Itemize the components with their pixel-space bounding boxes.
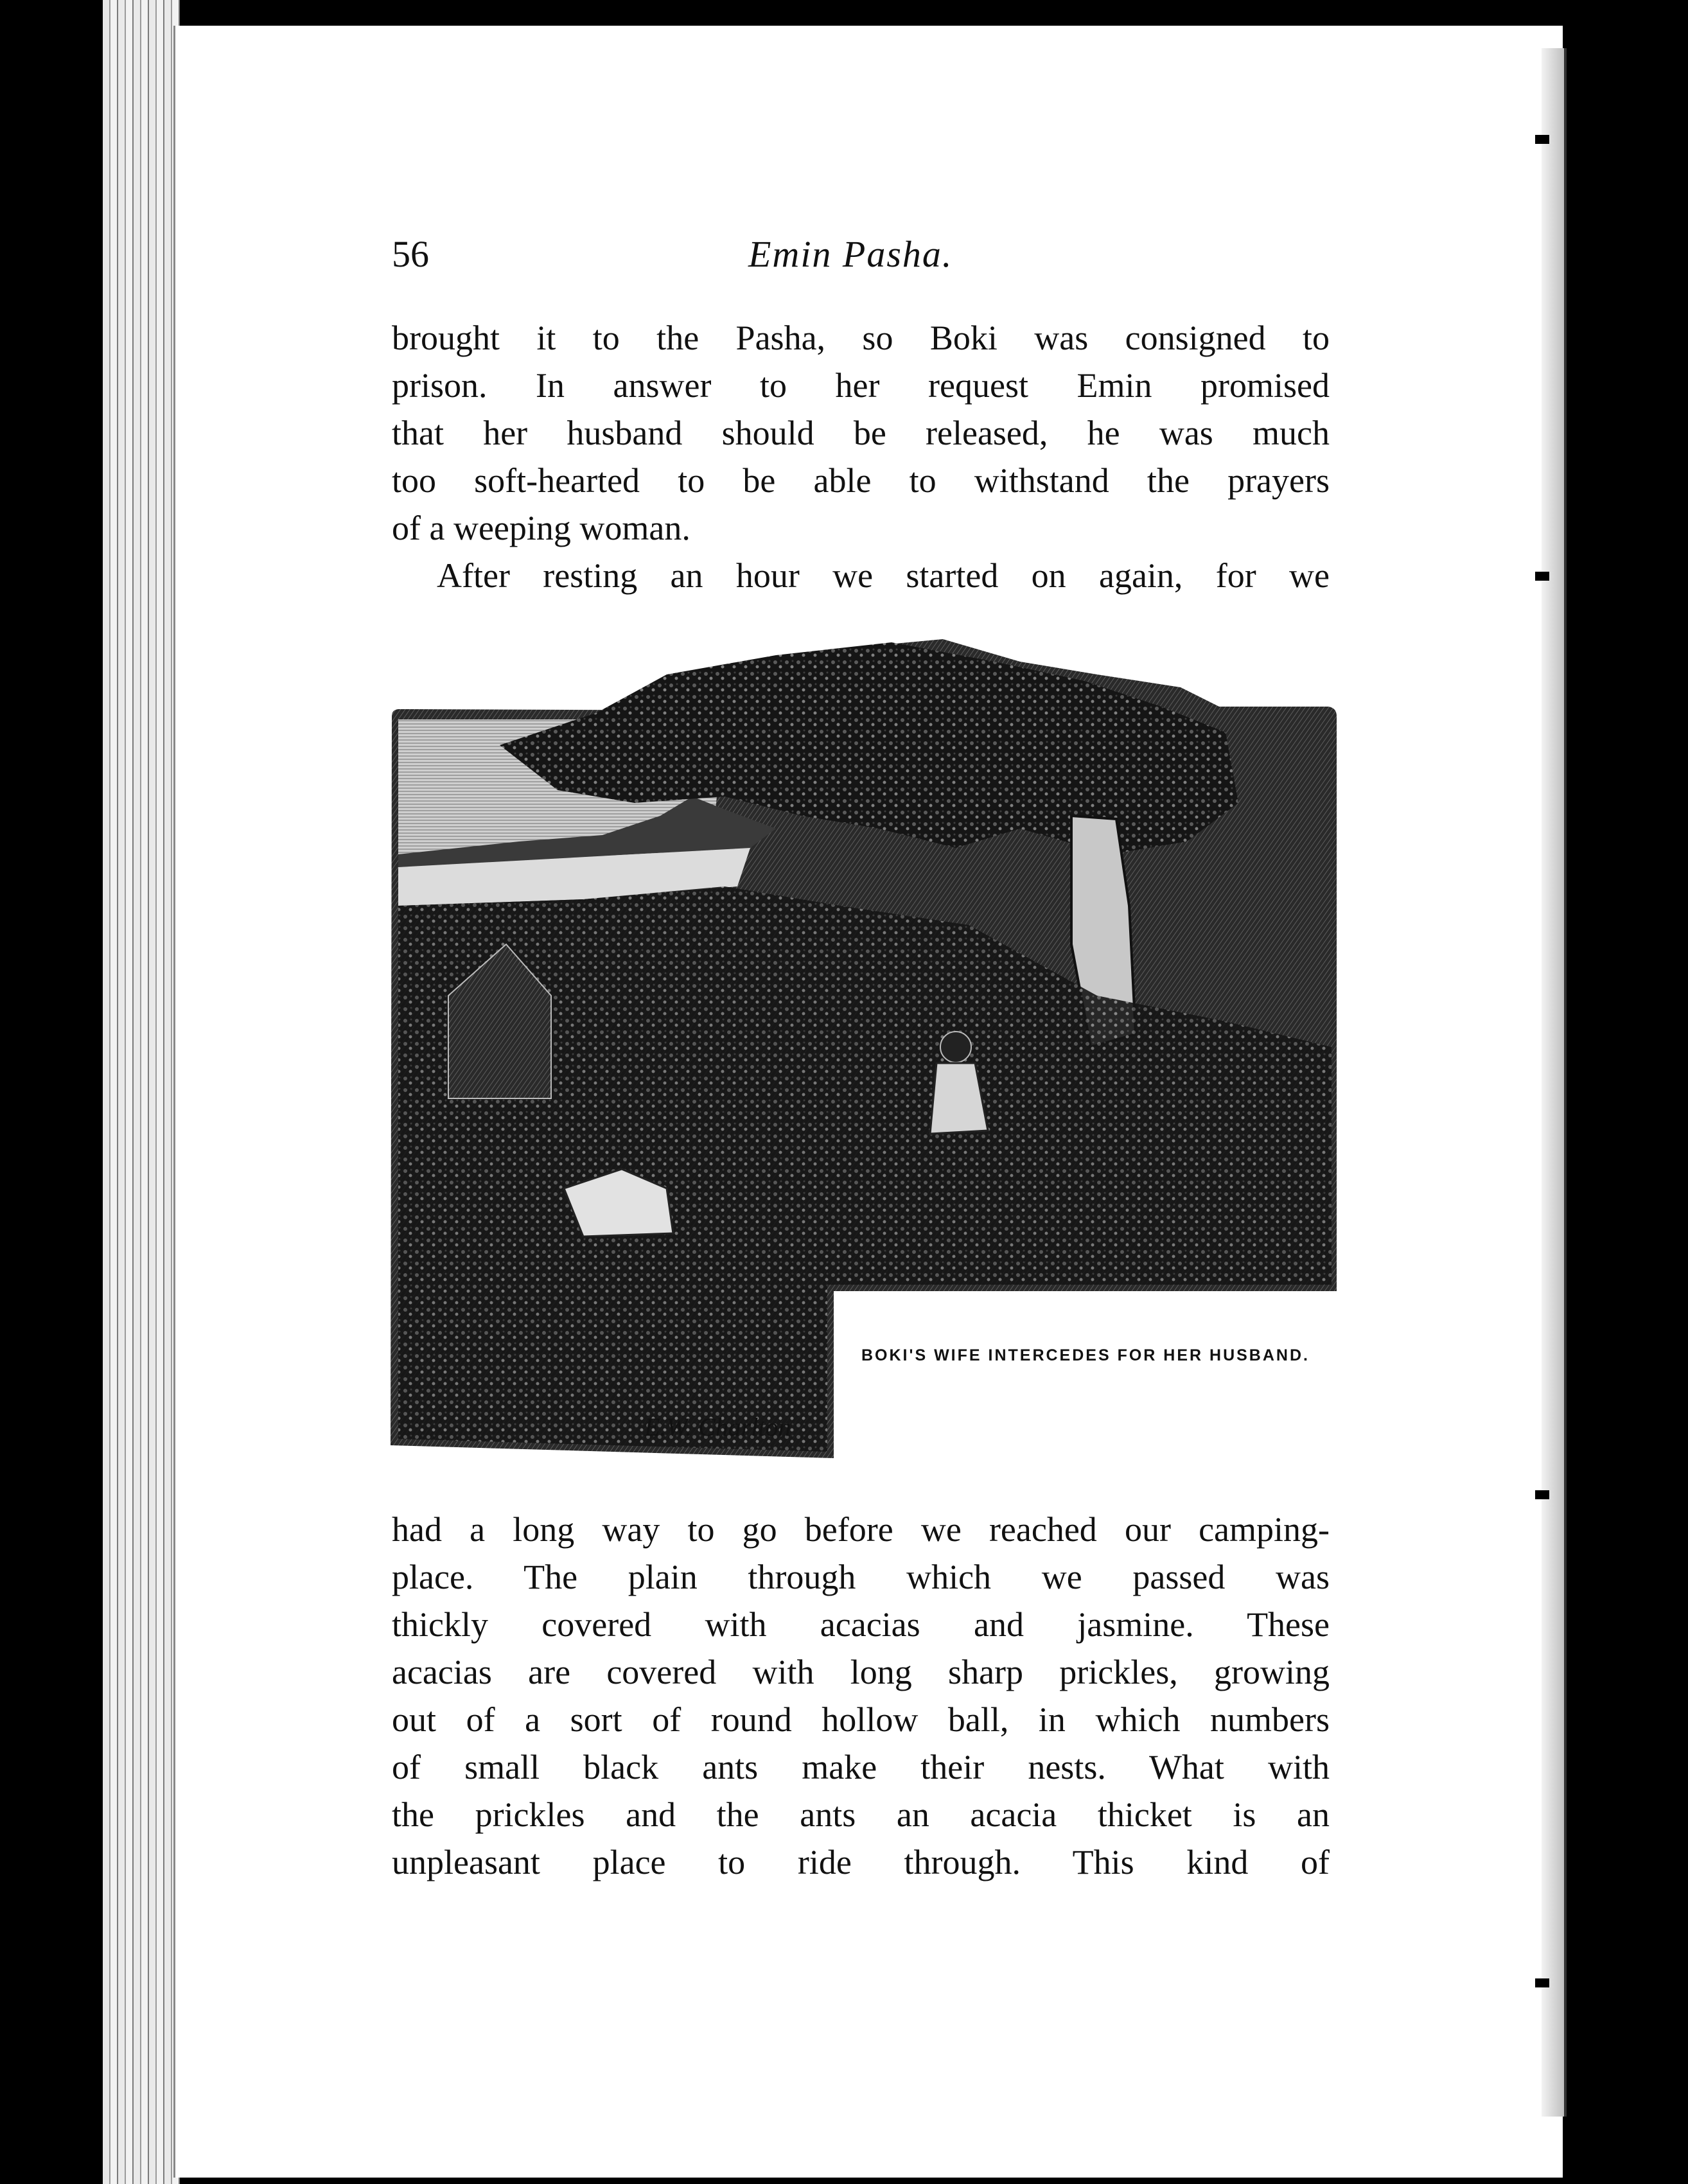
engraving-image bbox=[391, 636, 1338, 1465]
text-line: of a weeping woman. bbox=[392, 509, 690, 547]
text-line: brought it to the Pasha, so Boki was consigned to bbox=[392, 319, 1330, 357]
edge-mark bbox=[1535, 1490, 1549, 1499]
text-line: that her husband should be released, he was much bbox=[392, 414, 1330, 452]
page-number: 56 bbox=[392, 233, 429, 275]
text-line: of small black ants make their nests. What with bbox=[392, 1748, 1330, 1786]
artist-signature: E.W. Charlton bbox=[644, 1413, 791, 1441]
text-line: unpleasant place to ride through. This kind of bbox=[392, 1843, 1330, 1881]
page-edge-stack bbox=[103, 0, 180, 2184]
text-line: had a long way to go before we reached our camping- bbox=[392, 1510, 1330, 1549]
engraving-illustration bbox=[391, 636, 1338, 1465]
book-title: Emin Pasha. bbox=[748, 233, 953, 275]
text-line: prison. In answer to her request Emin promised bbox=[392, 366, 1330, 405]
text-line: acacias are covered with long sharp prickles, growing bbox=[392, 1653, 1330, 1691]
text-line: the prickles and the ants an acacia thicket is an bbox=[392, 1795, 1330, 1834]
text-line: too soft-hearted to be able to withstand the prayers bbox=[392, 461, 1330, 500]
text-line: out of a sort of round hollow ball, in which numbers bbox=[392, 1700, 1330, 1739]
edge-mark bbox=[1535, 1978, 1549, 1987]
edge-mark bbox=[1535, 135, 1549, 144]
text-line: thickly covered with acacias and jasmine. These bbox=[392, 1605, 1330, 1644]
illustration-caption: BOKI'S WIFE INTERCEDES FOR HER HUSBAND. bbox=[861, 1346, 1310, 1364]
text-line: After resting an hour we started on again, for we bbox=[437, 556, 1330, 595]
right-page-edge bbox=[1542, 48, 1567, 2117]
text-line: place. The plain through which we passed was bbox=[392, 1558, 1330, 1596]
running-head bbox=[392, 233, 1330, 284]
edge-mark bbox=[1535, 572, 1549, 581]
